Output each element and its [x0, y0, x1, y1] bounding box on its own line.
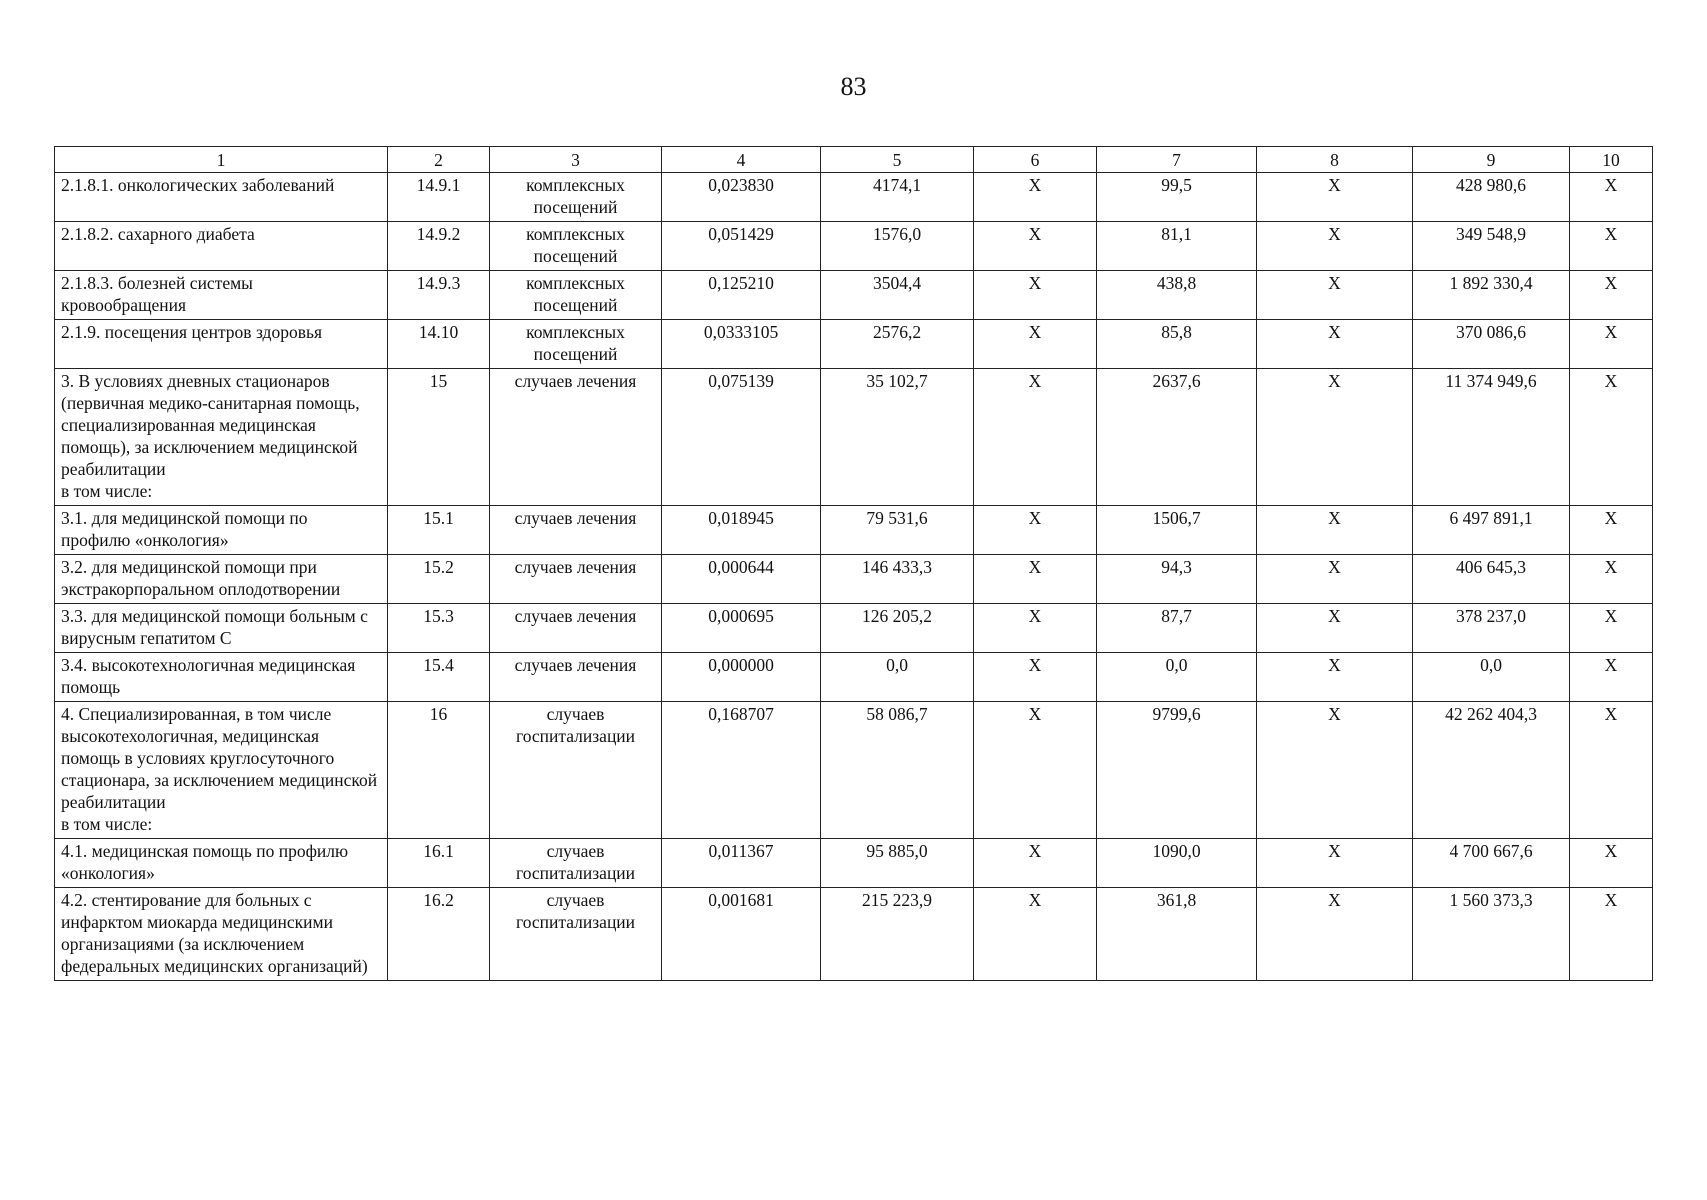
row-cost-cell: 1576,0	[821, 222, 974, 271]
row-col10-cell: Х	[1570, 702, 1653, 839]
table-row	[55, 369, 1653, 506]
row-col6-cell: Х	[974, 173, 1097, 222]
row-col10-cell: Х	[1570, 604, 1653, 653]
row-norm-cell: 0,075139	[662, 369, 821, 506]
row-norm-cell: 0,000695	[662, 604, 821, 653]
row-norm-cell: 0,000644	[662, 555, 821, 604]
row-unit-cell: случаев госпитализации	[490, 702, 662, 839]
row-name-cell: 3.3. для медицинской помощи больным с вирусным гепатитом С	[55, 604, 388, 653]
row-code-cell: 16.1	[388, 839, 490, 888]
row-col10-cell: Х	[1570, 839, 1653, 888]
row-col6-cell: Х	[974, 839, 1097, 888]
row-col8-cell: Х	[1257, 506, 1413, 555]
row-col10-cell: Х	[1570, 222, 1653, 271]
row-name-cell: 4.1. медицинская помощь по профилю «онкология»	[55, 839, 388, 888]
row-col6-cell: Х	[974, 653, 1097, 702]
row-col7-cell: 361,8	[1097, 888, 1257, 981]
row-unit-cell: комплексных посещений	[490, 222, 662, 271]
row-unit-cell: комплексных посещений	[490, 173, 662, 222]
row-col8-cell: Х	[1257, 888, 1413, 981]
row-col7-cell: 94,3	[1097, 555, 1257, 604]
row-code-cell: 15.4	[388, 653, 490, 702]
row-name-cell: 4.2. стентирование для больных с инфарктом миокарда медицинскими организациями (за исключением федеральных медицинских организаций)	[55, 888, 388, 981]
row-col10-cell: Х	[1570, 369, 1653, 506]
row-col9-cell: 42 262 404,3	[1413, 702, 1570, 839]
table-row	[55, 653, 1653, 702]
row-unit-cell: случаев лечения	[490, 604, 662, 653]
row-name-cell: 3.2. для медицинской помощи при экстракорпоральном оплодотворении	[55, 555, 388, 604]
row-col6-cell: Х	[974, 222, 1097, 271]
row-code-cell: 16.2	[388, 888, 490, 981]
row-cost-cell: 79 531,6	[821, 506, 974, 555]
column-header: 6	[974, 147, 1097, 173]
row-col9-cell: 370 086,6	[1413, 320, 1570, 369]
row-code-cell: 14.9.3	[388, 271, 490, 320]
row-unit-cell: случаев лечения	[490, 555, 662, 604]
row-norm-cell: 0,018945	[662, 506, 821, 555]
row-col6-cell: Х	[974, 888, 1097, 981]
row-col10-cell: Х	[1570, 173, 1653, 222]
row-col9-cell: 349 548,9	[1413, 222, 1570, 271]
row-col6-cell: Х	[974, 555, 1097, 604]
column-header: 4	[662, 147, 821, 173]
row-col10-cell: Х	[1570, 555, 1653, 604]
row-col7-cell: 1090,0	[1097, 839, 1257, 888]
row-unit-cell: случаев лечения	[490, 369, 662, 506]
row-name-cell: 2.1.9. посещения центров здоровья	[55, 320, 388, 369]
row-col9-cell: 406 645,3	[1413, 555, 1570, 604]
row-cost-cell: 146 433,3	[821, 555, 974, 604]
table-row	[55, 271, 1653, 320]
row-code-cell: 14.10	[388, 320, 490, 369]
row-col8-cell: Х	[1257, 839, 1413, 888]
row-col8-cell: Х	[1257, 222, 1413, 271]
row-name-cell: 4. Специализированная, в том числе высокотехологичная, медицинская помощь в условиях круглосуточного стационара, за исключением медицинской реабилитации в том числе:	[55, 702, 388, 839]
row-col6-cell: Х	[974, 320, 1097, 369]
row-norm-cell: 0,168707	[662, 702, 821, 839]
row-col7-cell: 9799,6	[1097, 702, 1257, 839]
row-name-cell: 3.1. для медицинской помощи по профилю «онкология»	[55, 506, 388, 555]
column-header: 9	[1413, 147, 1570, 173]
row-col7-cell: 438,8	[1097, 271, 1257, 320]
row-col6-cell: Х	[974, 604, 1097, 653]
column-header: 1	[55, 147, 388, 173]
row-name-cell: 3. В условиях дневных стационаров (первичная медико-санитарная помощь, специализированная медицинская помощь), за исключением медицинской реабилитации в том числе:	[55, 369, 388, 506]
row-cost-cell: 3504,4	[821, 271, 974, 320]
column-header: 10	[1570, 147, 1653, 173]
row-col8-cell: Х	[1257, 702, 1413, 839]
row-name-cell: 2.1.8.1. онкологических заболеваний	[55, 173, 388, 222]
table-row	[55, 222, 1653, 271]
row-col7-cell: 2637,6	[1097, 369, 1257, 506]
data-table	[54, 146, 1653, 981]
row-cost-cell: 95 885,0	[821, 839, 974, 888]
row-unit-cell: случаев госпитализации	[490, 888, 662, 981]
row-col9-cell: 378 237,0	[1413, 604, 1570, 653]
row-norm-cell: 0,001681	[662, 888, 821, 981]
row-cost-cell: 215 223,9	[821, 888, 974, 981]
row-col9-cell: 11 374 949,6	[1413, 369, 1570, 506]
row-name-cell: 2.1.8.2. сахарного диабета	[55, 222, 388, 271]
row-code-cell: 15.3	[388, 604, 490, 653]
row-unit-cell: случаев лечения	[490, 653, 662, 702]
row-col9-cell: 0,0	[1413, 653, 1570, 702]
row-col8-cell: Х	[1257, 271, 1413, 320]
row-col8-cell: Х	[1257, 369, 1413, 506]
table-row	[55, 702, 1653, 839]
row-col10-cell: Х	[1570, 888, 1653, 981]
table-row	[55, 555, 1653, 604]
row-col9-cell: 6 497 891,1	[1413, 506, 1570, 555]
row-col9-cell: 1 892 330,4	[1413, 271, 1570, 320]
table-row	[55, 506, 1653, 555]
row-col7-cell: 85,8	[1097, 320, 1257, 369]
row-col10-cell: Х	[1570, 320, 1653, 369]
row-unit-cell: комплексных посещений	[490, 320, 662, 369]
row-cost-cell: 35 102,7	[821, 369, 974, 506]
page-number: 83	[840, 72, 867, 101]
row-code-cell: 15	[388, 369, 490, 506]
row-cost-cell: 58 086,7	[821, 702, 974, 839]
row-col7-cell: 1506,7	[1097, 506, 1257, 555]
row-col7-cell: 87,7	[1097, 604, 1257, 653]
row-col8-cell: Х	[1257, 173, 1413, 222]
row-col7-cell: 81,1	[1097, 222, 1257, 271]
row-col8-cell: Х	[1257, 604, 1413, 653]
row-cost-cell: 2576,2	[821, 320, 974, 369]
row-col9-cell: 4 700 667,6	[1413, 839, 1570, 888]
row-col7-cell: 0,0	[1097, 653, 1257, 702]
row-unit-cell: случаев госпитализации	[490, 839, 662, 888]
row-cost-cell: 4174,1	[821, 173, 974, 222]
row-norm-cell: 0,023830	[662, 173, 821, 222]
column-header: 8	[1257, 147, 1413, 173]
row-unit-cell: случаев лечения	[490, 506, 662, 555]
column-header: 5	[821, 147, 974, 173]
row-col7-cell: 99,5	[1097, 173, 1257, 222]
row-col6-cell: Х	[974, 271, 1097, 320]
row-col9-cell: 1 560 373,3	[1413, 888, 1570, 981]
row-cost-cell: 0,0	[821, 653, 974, 702]
row-col8-cell: Х	[1257, 555, 1413, 604]
row-col10-cell: Х	[1570, 271, 1653, 320]
table-row	[55, 839, 1653, 888]
row-col8-cell: Х	[1257, 320, 1413, 369]
row-col6-cell: Х	[974, 506, 1097, 555]
row-cost-cell: 126 205,2	[821, 604, 974, 653]
row-name-cell: 2.1.8.3. болезней системы кровообращения	[55, 271, 388, 320]
row-norm-cell: 0,051429	[662, 222, 821, 271]
row-norm-cell: 0,0333105	[662, 320, 821, 369]
column-header: 2	[388, 147, 490, 173]
row-code-cell: 15.1	[388, 506, 490, 555]
row-col6-cell: Х	[974, 702, 1097, 839]
row-norm-cell: 0,011367	[662, 839, 821, 888]
table-body	[55, 173, 1653, 981]
row-col10-cell: Х	[1570, 506, 1653, 555]
table-row	[55, 320, 1653, 369]
row-col8-cell: Х	[1257, 653, 1413, 702]
row-norm-cell: 0,000000	[662, 653, 821, 702]
row-code-cell: 16	[388, 702, 490, 839]
header-row	[55, 147, 1653, 173]
row-col9-cell: 428 980,6	[1413, 173, 1570, 222]
table-row	[55, 888, 1653, 981]
table-row	[55, 173, 1653, 222]
row-col10-cell: Х	[1570, 653, 1653, 702]
row-unit-cell: комплексных посещений	[490, 271, 662, 320]
row-code-cell: 15.2	[388, 555, 490, 604]
column-header: 7	[1097, 147, 1257, 173]
row-name-cell: 3.4. высокотехнологичная медицинская помощь	[55, 653, 388, 702]
column-header: 3	[490, 147, 662, 173]
row-code-cell: 14.9.2	[388, 222, 490, 271]
row-norm-cell: 0,125210	[662, 271, 821, 320]
row-code-cell: 14.9.1	[388, 173, 490, 222]
table-row	[55, 604, 1653, 653]
row-col6-cell: Х	[974, 369, 1097, 506]
